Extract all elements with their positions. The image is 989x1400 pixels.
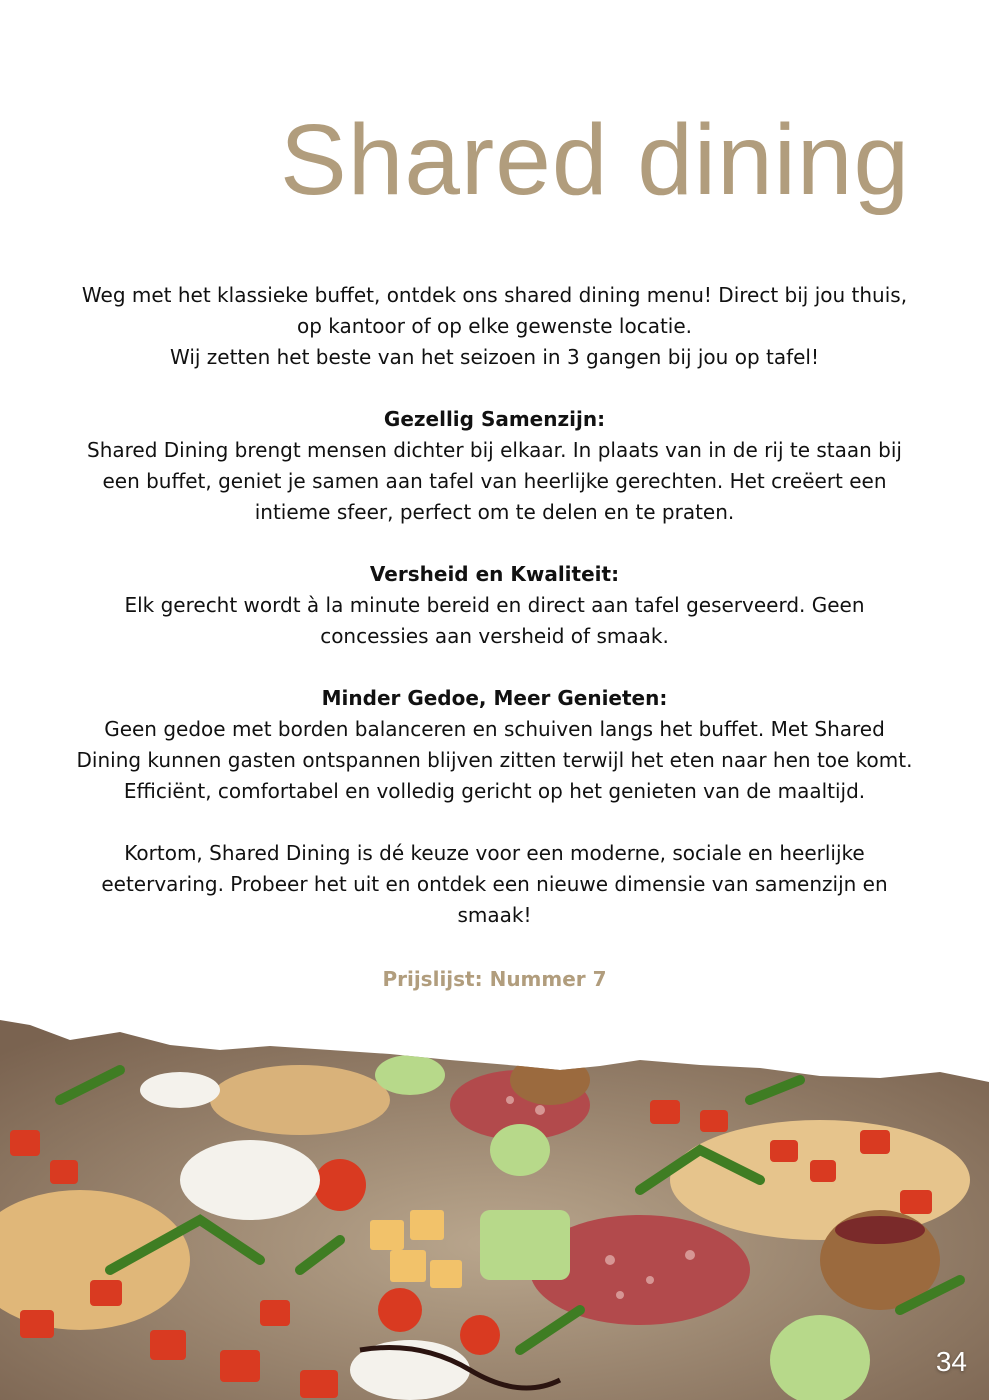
section-line: Shared Dining brengt mensen dichter bij elkaar. In plaats van in de rij te staan bij	[87, 438, 902, 462]
food-platter-photo	[0, 1010, 989, 1400]
body-text	[70, 280, 919, 931]
closing-line: Kortom, Shared Dining is dé keuze voor een moderne, sociale en heerlijke	[124, 841, 865, 865]
page-number: 34	[935, 1346, 967, 1377]
section-line: concessies aan versheid of smaak.	[320, 624, 669, 648]
page-title: Shared dining	[280, 104, 911, 216]
section-line: intieme sfeer, perfect om te delen en te praten.	[254, 500, 735, 524]
section-line: een buffet, geniet je samen aan tafel van heerlijke gerechten. Het creëert een	[102, 469, 887, 493]
intro-line: Wij zetten het beste van het seizoen in 3 gangen bij jou op tafel!	[169, 345, 820, 369]
section-heading: Versheid en Kwaliteit:	[369, 562, 620, 586]
price-list-note: Prijslijst: Nummer 7	[382, 967, 607, 991]
section-heading: Minder Gedoe, Meer Genieten:	[321, 686, 668, 710]
section-line: Elk gerecht wordt à la minute bereid en direct aan tafel geserveerd. Geen	[124, 593, 865, 617]
intro-line: Weg met het klassieke buffet, ontdek ons shared dining menu! Direct bij jou thuis,	[81, 283, 908, 307]
closing-line: smaak!	[457, 903, 532, 927]
section-line: Dining kunnen gasten ontspannen blijven zitten terwijl het eten naar hen toe komt.	[76, 748, 913, 772]
section-line: Efficiënt, comfortabel en volledig gericht op het genieten van de maaltijd.	[123, 779, 866, 803]
section-heading: Gezellig Samenzijn:	[383, 407, 606, 431]
closing-line: eetervaring. Probeer het uit en ontdek een nieuwe dimensie van samenzijn en	[101, 872, 888, 896]
section-line: Geen gedoe met borden balanceren en schuiven langs het buffet. Met Shared	[104, 717, 885, 741]
intro-line: op kantoor of op elke gewenste locatie.	[296, 314, 693, 338]
